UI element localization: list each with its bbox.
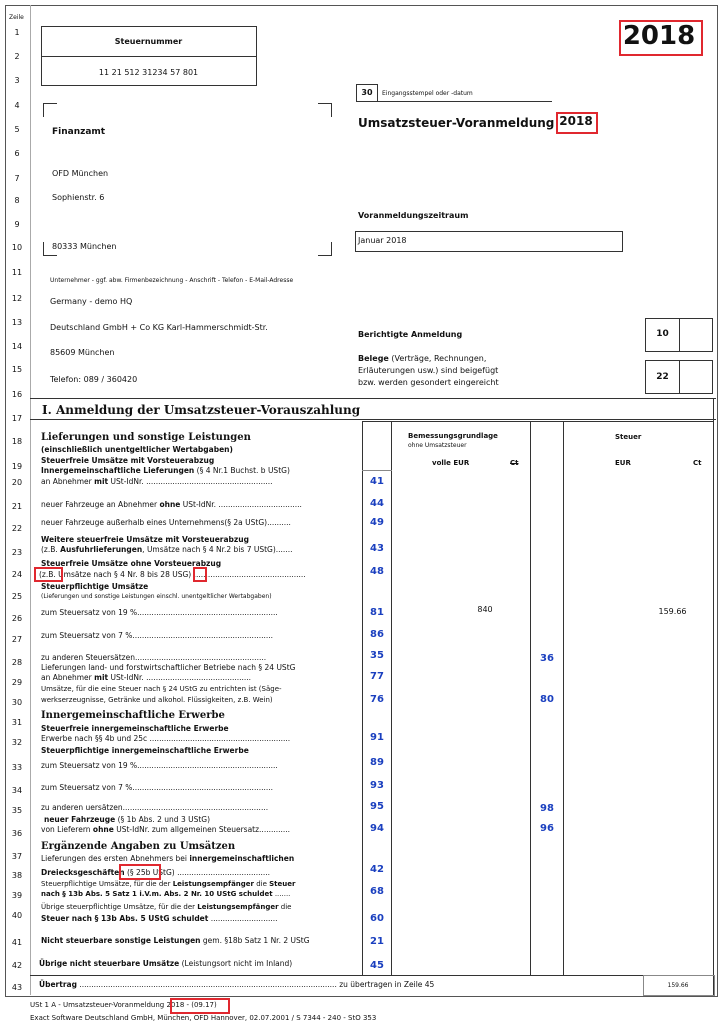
line36a-bold: neuer Fahrzeuge — [44, 815, 116, 824]
line20-c: USt-IdNr. ..................................................... — [108, 477, 273, 486]
line36b-b: ohne — [92, 825, 114, 834]
line32-text: Erwerbe nach §§ 4b und 25c ........................................................... — [41, 734, 291, 743]
berichtigte-label: Berichtigte Anmeldung — [358, 330, 463, 339]
code-35: 35 — [370, 650, 384, 661]
finanzamt-line3: 80333 München — [52, 242, 117, 251]
eingang-label: Eingangsstempel oder -datum — [382, 90, 473, 97]
line29-b: mit — [94, 673, 109, 682]
code2-col-left — [530, 421, 531, 975]
line19-sub — [41, 466, 290, 475]
section1-title: I. Anmeldung der Umsatzsteuer-Vorauszahlung — [42, 403, 361, 417]
corner-br-v — [331, 242, 332, 256]
unternehmer-line1: Germany - demo HQ — [50, 297, 133, 306]
row-number: 5 — [14, 125, 20, 134]
highlight-version — [170, 998, 230, 1014]
row-number: 4 — [14, 101, 20, 110]
line24-b: Umsätze nach § 4 Nr. 8 bis 28 US — [55, 570, 183, 579]
steuernummer-value[interactable]: 11 21 512 31234 57 801 — [98, 68, 199, 77]
line39b-bold: nach § 13b Abs. 5 Satz 1 i.V.m. Abs. 2 Nr. 10 UStG schuldet — [41, 890, 273, 898]
line24-c: G) — [182, 570, 192, 579]
code-96: 96 — [540, 823, 554, 834]
section1-bottom-rule — [30, 419, 716, 420]
row-number: 11 — [11, 268, 23, 277]
volle-eur-head: volle EUR — [432, 459, 470, 467]
line42-a: Übrige nicht steuerbare Umsätze — [39, 959, 180, 968]
line24-a: (z.B. — [39, 570, 56, 579]
line43-b: ............................................................................................................ — [76, 980, 337, 989]
line39b-text — [41, 890, 290, 898]
row-number: 29 — [11, 678, 23, 687]
line26-text: zum Steuersatz von 19 %........................................................... — [41, 608, 278, 617]
line40b-dots: ............................ — [208, 914, 278, 923]
row-number: 26 — [11, 614, 23, 623]
code-col-right — [391, 421, 392, 975]
line20-b: mit — [94, 477, 109, 486]
row-number: 20 — [11, 478, 23, 487]
line28b-text: Lieferungen land- und forstwirtschaftlicher Betriebe nach § 24 UStG — [41, 663, 296, 672]
line31-sub: Steuerfreie innergemeinschaftliche Erwerbe — [41, 724, 229, 733]
row-number: 9 — [14, 220, 20, 229]
eingang-code: 30 — [361, 88, 373, 97]
line43-text — [39, 980, 434, 989]
line28-text: zu anderen Steuersätzen....................................................... — [41, 653, 267, 662]
line43-a: Übertrag — [39, 980, 77, 989]
line38-c: UStG) ....................................... — [150, 868, 271, 877]
belege-code: 22 — [656, 372, 669, 382]
finanzamt-line1: OFD München — [52, 169, 109, 178]
row-number: 41 — [11, 938, 23, 947]
row-number: 8 — [14, 196, 20, 205]
highlight-t — [193, 567, 207, 582]
row-number: 15 — [11, 365, 23, 374]
line18-sub: (einschließlich unentgeltlicher Wertabgaben) — [41, 445, 233, 454]
line29-text — [41, 673, 251, 682]
code-80: 80 — [540, 694, 554, 705]
code-36: 36 — [540, 653, 554, 664]
corner-tl-h — [43, 103, 57, 104]
unternehmer-label: Unternehmer - ggf. abw. Firmenbezeichnung - Anschrift - Telefon - E-Mail-Adresse — [50, 277, 294, 284]
row-number: 21 — [11, 502, 23, 511]
line39-a: Steuerpflichtige Umsätze, für die der — [41, 880, 173, 888]
finanzamt-line2: Sophienstr. 6 — [52, 193, 105, 202]
row-number: 30 — [11, 698, 23, 707]
line41-a: Nicht steuerbare sonstige Leistungen — [41, 936, 201, 945]
line24-d: ............................................... — [191, 570, 306, 579]
line29-a: an Abnehmer — [41, 673, 95, 682]
line41-text — [41, 936, 310, 945]
line19-rest: (§ 4 Nr.1 Buchst. b UStG) — [194, 466, 290, 475]
line37-sub — [41, 854, 294, 863]
ct-head: Ct — [693, 459, 702, 467]
belege-line2: Erläuterungen usw.) sind beigefügt — [358, 366, 499, 375]
line20-text — [41, 477, 273, 486]
line22-text: neuer Fahrzeuge außerhalb eines Unternehmens(§ 2a UStG).......... — [41, 518, 291, 527]
unternehmer-line2: Deutschland GmbH + Co KG Karl-Hammerschmidt-Str. — [50, 323, 268, 332]
row-number: 37 — [11, 852, 23, 861]
line38-b: (§ 25b — [127, 868, 151, 877]
line27-text: zum Steuersatz von 7 %........................................................... — [41, 631, 274, 640]
row-number: 12 — [11, 294, 23, 303]
line39-b: Leistungsempfänger — [172, 880, 254, 888]
uebertrag-top-rule — [30, 975, 714, 976]
code2-col-right — [563, 421, 564, 975]
line34-text: zum Steuersatz von 7 %........................................................... — [41, 783, 274, 792]
line40-a: Übrige steuerpflichtige Umsätze, für die der — [41, 903, 198, 911]
line36a-rest: (§ 1b Abs. 2 und 3 UStG) — [115, 815, 211, 824]
code-95: 95 — [370, 801, 384, 812]
line23-title: Weitere steuerfreie Umsätze mit Vorsteuerabzug — [41, 535, 249, 544]
row-number: 43 — [11, 983, 23, 992]
line36b-text — [41, 825, 290, 834]
bemessung-head: Bemessungsgrundlage — [408, 432, 498, 440]
code-48: 48 — [370, 566, 384, 577]
row-number: 18 — [11, 437, 23, 446]
belege-line1 — [358, 354, 486, 363]
row-number: 35 — [11, 806, 23, 815]
unternehmer-line3: 85609 München — [50, 348, 115, 357]
row-number-separator — [30, 5, 31, 995]
footer-form-version: 2018 - (09.17) — [166, 1001, 217, 1009]
line39-d: Steuer — [269, 880, 296, 888]
steuernummer-divider — [41, 56, 256, 57]
code-21: 21 — [370, 936, 384, 947]
code-81: 81 — [370, 607, 384, 618]
belege-text1: (Verträge, Rechnungen, — [388, 354, 487, 363]
code-col-left — [362, 421, 363, 975]
zeile-heading: Zeile — [9, 14, 24, 21]
corner-tr-v — [331, 103, 332, 117]
row-number: 33 — [11, 763, 23, 772]
line39-c: die — [253, 880, 270, 888]
corner-bl-v — [43, 242, 44, 256]
line20-a: an Abnehmer — [41, 477, 95, 486]
code-76: 76 — [370, 694, 384, 705]
row-number: 32 — [11, 738, 23, 747]
line19-bold: Innergemeinschaftliche Lieferungen — [41, 466, 195, 475]
row-number: 10 — [11, 243, 23, 252]
corner-tl-v — [43, 103, 44, 117]
line33-text: zum Steuersatz von 19 %........................................................... — [41, 761, 278, 770]
line24-sub — [39, 570, 306, 579]
zeitraum-label: Voranmeldungszeitraum — [358, 211, 469, 220]
corner-bl-h — [43, 255, 57, 256]
line29-c: USt-IdNr. ............................................ — [108, 673, 252, 682]
line21-b: ohne — [159, 500, 181, 509]
eingang-rule — [356, 101, 552, 102]
code-42: 42 — [370, 864, 384, 875]
zeitraum-value[interactable]: Januar 2018 — [358, 236, 407, 245]
row-number: 39 — [11, 891, 23, 900]
code-89: 89 — [370, 757, 384, 768]
highlight-25b — [119, 864, 161, 880]
steuer-head: Steuer — [615, 433, 642, 441]
row-number: 1 — [14, 28, 20, 37]
line21-a: neuer Fahrzeuge an Abnehmer — [41, 500, 160, 509]
unternehmer-line4: Telefon: 089 / 360420 — [50, 375, 138, 384]
line40-b: Leistungsempfänger — [197, 903, 279, 911]
eur-head: EUR — [615, 459, 631, 467]
code-68: 68 — [370, 886, 384, 897]
row-number: 7 — [14, 174, 20, 183]
code-94: 94 — [370, 823, 384, 834]
line36b-c: USt-IdNr. zum allgemeinen Steuersatz............. — [113, 825, 291, 834]
line40-c: die — [278, 903, 292, 911]
line43-c: zu übertragen in Zeile 45 — [336, 980, 435, 989]
line42-text — [39, 959, 292, 968]
berichtigte-code: 10 — [656, 329, 669, 339]
row-number: 2 — [14, 52, 20, 61]
line35-text: zu anderen uersätzen............................................................. — [41, 803, 269, 812]
bemessung-81-value[interactable]: 840 — [477, 605, 493, 614]
code-86: 86 — [370, 629, 384, 640]
finanzamt-label: Finanzamt — [52, 127, 106, 137]
line23-b: Ausfuhrlieferungen — [60, 545, 143, 554]
row-number: 38 — [11, 871, 23, 880]
line40b-text — [41, 914, 278, 923]
line24-title: Steuerfreie Umsätze ohne Vorsteuerabzug — [41, 559, 222, 568]
row-number: 14 — [11, 342, 23, 351]
belege-line3: bzw. werden gesondert eingereicht — [358, 378, 499, 387]
row-number: 36 — [11, 829, 23, 838]
code-43: 43 — [370, 543, 384, 554]
line25-title: Steuerpflichtige Umsätze — [41, 582, 149, 591]
row-number: 13 — [11, 318, 23, 327]
row-number: 24 — [11, 570, 23, 579]
line40a-text — [41, 903, 291, 911]
line32-sub: Steuerpflichtige innergemeinschaftliche Erwerbe — [41, 746, 249, 755]
line30-text: werkserzeugnisse, Getränke und alkohol. Flüssigkeiten, z.B. Wein) — [41, 696, 273, 704]
line36a-text — [44, 815, 210, 824]
berichtigte-checkbox[interactable] — [679, 318, 713, 352]
line31-title: Innergemeinschaftliche Erwerbe — [41, 710, 225, 721]
row-number: 19 — [11, 462, 23, 471]
code-60: 60 — [370, 913, 384, 924]
row-number: 28 — [11, 658, 23, 667]
code-49: 49 — [370, 517, 384, 528]
line41-b: gem. §18b Satz 1 Nr. 2 UStG — [200, 936, 310, 945]
line42-b: (Leistungsort nicht im Inland) — [179, 959, 293, 968]
row-number: 6 — [14, 149, 20, 158]
row-number: 3 — [14, 76, 20, 85]
row-number: 27 — [11, 635, 23, 644]
line37-title: Ergänzende Angaben zu Umsätzen — [41, 841, 236, 852]
form-title: Umsatzsteuer-Voranmeldung — [358, 116, 555, 130]
code-77: 77 — [370, 671, 384, 682]
uebertrag-value[interactable]: 159.66 — [667, 982, 689, 989]
line21-c: USt-IdNr. ................................... — [180, 500, 302, 509]
corner-br-h — [318, 255, 332, 256]
belege-bold: Belege — [358, 354, 389, 363]
footer-form-label: USt 1 A - Umsatzsteuer-Voranmeldung — [30, 1001, 167, 1009]
steuer-81-value[interactable]: 159.66 — [658, 607, 687, 616]
ct-struck-head: Ct — [510, 459, 519, 467]
line37-a: Lieferungen des ersten Abnehmers bei — [41, 854, 190, 863]
line23-sub — [41, 545, 292, 554]
row-number: 42 — [11, 961, 23, 970]
line25-sub: (Lieferungen und sonstige Leistungen einschl. unentgeltlicher Wertabgaben) — [41, 593, 272, 600]
row-number: 23 — [11, 548, 23, 557]
code-45: 45 — [370, 960, 384, 971]
line38-a: Dreiecksgeschäften — [41, 868, 125, 877]
line39a-text — [41, 880, 295, 888]
line21-text — [41, 500, 302, 509]
highlight-zb — [34, 567, 63, 582]
line36b-a: von Lieferern — [41, 825, 93, 834]
section1-right-rule — [713, 398, 714, 995]
code-91: 91 — [370, 732, 384, 743]
line39b-dots: ....... — [272, 890, 291, 898]
footer-line2: Exact Software Deutschland GmbH, München, OFD Hannover, 02.07.2001 / S 7344 - 240 - StO 353 — [30, 1014, 377, 1022]
line18-title: Lieferungen und sonstige Leistungen — [41, 432, 251, 443]
row-number: 31 — [11, 718, 23, 727]
row-number: 22 — [11, 524, 23, 533]
bemessung-sub: ohne Umsatzsteuer — [408, 442, 467, 449]
steuernummer-label: Steuernummer — [114, 37, 183, 46]
form-year: 2018 — [559, 114, 593, 128]
line19-title: Steuerfreie Umsätze mit Vorsteuerabzug — [41, 456, 215, 465]
line23-a: (z.B. — [41, 545, 61, 554]
corner-tr-h — [318, 103, 332, 104]
row-number: 40 — [11, 911, 23, 920]
code-41: 41 — [370, 476, 384, 487]
row-number: 17 — [11, 414, 23, 423]
line23-c: , Umsätze nach § 4 Nr.2 bis 7 UStG)....... — [142, 545, 293, 554]
line37-b: innergemeinschaftlichen — [189, 854, 295, 863]
belege-checkbox[interactable] — [679, 360, 713, 394]
code-44: 44 — [370, 498, 384, 509]
row-number: 25 — [11, 592, 23, 601]
grid-top — [362, 421, 714, 422]
row-number: 16 — [11, 390, 23, 399]
year-badge: 2018 — [622, 21, 696, 51]
row-number: 34 — [11, 786, 23, 795]
line40b-bold: Steuer nach § 13b Abs. 5 UStG schuldet — [41, 914, 209, 923]
grid-head-rule-1 — [362, 470, 392, 471]
section1-top-rule — [30, 398, 716, 399]
code-98: 98 — [540, 803, 554, 814]
line29d-text: Umsätze, für die eine Steuer nach § 24 UStG zu entrichten ist (Säge- — [41, 685, 282, 693]
code-93: 93 — [370, 780, 384, 791]
